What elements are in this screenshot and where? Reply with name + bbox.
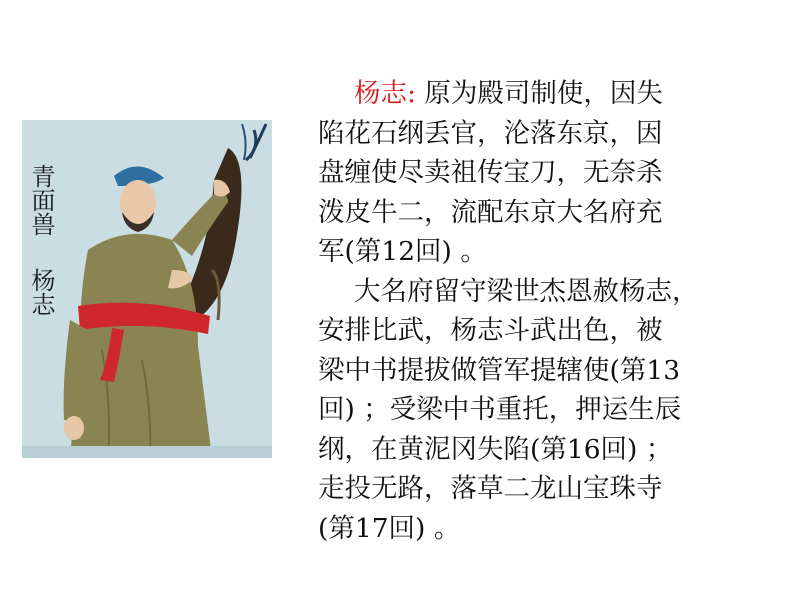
yang-zhi-portrait (22, 120, 272, 458)
passage-line-1 (318, 74, 748, 114)
passage-line-11: 走投无路，落草二龙山宝珠寺 (318, 473, 663, 504)
passage-line-10: 纲，在黄泥冈失陷(第16回) ； (318, 433, 673, 465)
passage-text (318, 74, 748, 548)
passage-line-6: 大名府留守梁世杰恩赦杨志， (354, 275, 699, 307)
passage-line-2: 陷花石纲丢官，沦落东京，因 (318, 117, 663, 149)
portrait-caption-name: 杨志 (27, 268, 55, 316)
passage-line-7: 安排比武，杨志斗武出色，被 (318, 315, 663, 346)
passage-line-3: 盘缠使尽卖祖传宝刀，无奈杀 (318, 157, 663, 188)
passage-line-4: 泼皮牛二，流配东京大名府充 (318, 196, 663, 228)
passage-line-5: 军(第12回) 。 (318, 236, 487, 267)
passage-line-text: 原为殿司制使，因失 (415, 78, 663, 109)
passage-line-9: 回) ；受梁中书重托，押运生辰 (318, 394, 682, 425)
passage-line-12: (第17回) 。 (318, 512, 461, 544)
portrait-caption-nickname: 青面兽 (27, 164, 55, 236)
character-name: 杨志: (354, 78, 416, 109)
passage-line-8: 梁中书提拔做管军提辖使(第13 (318, 354, 681, 386)
portrait-illustration (22, 120, 272, 458)
